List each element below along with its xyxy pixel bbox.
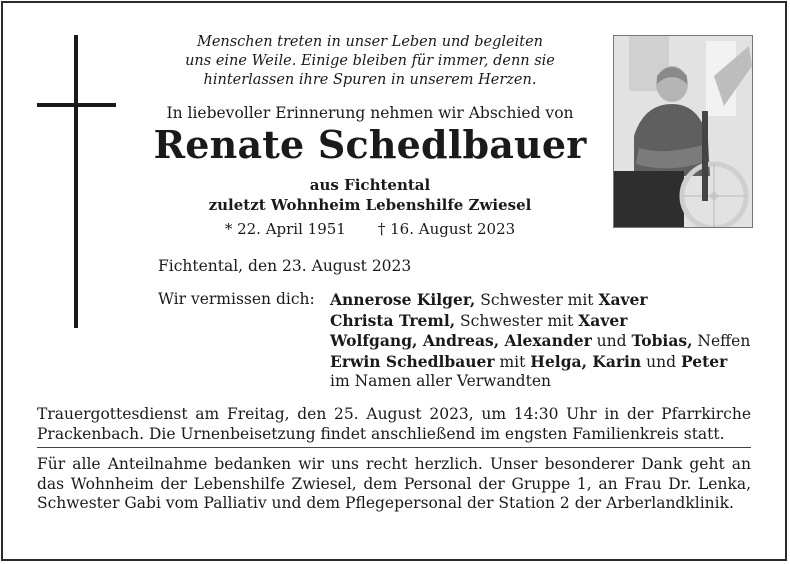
- mourner-name: Peter: [680, 351, 728, 371]
- memorial-quote: [150, 33, 590, 90]
- death-date: † 16. August 2023: [377, 220, 516, 238]
- farewell-intro: In liebevoller Erinnerung nehmen wir Abschied von: [166, 104, 574, 122]
- mourner-relation: im Namen aller Verwandten: [330, 372, 551, 390]
- mourner-relation: mit: [494, 352, 531, 371]
- mourner-name: Xaver: [578, 310, 628, 330]
- mourner-name: Xaver: [598, 290, 648, 309]
- mourner-name: Christa Treml,: [330, 310, 456, 330]
- mourner-name: Tobias,: [631, 331, 693, 350]
- mourner-relation: Schwester mit: [455, 311, 579, 330]
- origin-hometown: aus Fichtental: [309, 176, 431, 194]
- mourner-relation: Neffen: [692, 332, 751, 350]
- quote-line: Menschen treten in unser Leben und begleiten: [196, 34, 544, 50]
- mourner-line: [330, 311, 750, 332]
- mourner-line: [330, 290, 750, 311]
- divider: [37, 447, 751, 448]
- mourner-name: Annerose Kilger,: [330, 290, 476, 309]
- mourner-line: [330, 352, 750, 373]
- mourner-line: [330, 372, 750, 392]
- quote-line: uns eine Weile. Einige bleiben für immer, denn sie: [185, 53, 555, 69]
- mourner-relation: und: [591, 332, 632, 350]
- mourner-line: [330, 331, 750, 352]
- place-date: Fichtental, den 23. August 2023: [158, 257, 412, 275]
- thanks-notice: Für alle Anteilnahme bedanken wir uns recht herzlich. Unser besonderer Dank geht an das Wohnheim der Lebenshilfe Zwiesel, dem Personal der Gruppe 1, an Frau Dr. Lenka, Schwester Gabi vom Palliativ und dem Pflegepersonal der Station 2 der Arberlandklinik.: [37, 455, 751, 512]
- mourner-name: Erwin Schedlbauer: [330, 351, 495, 371]
- mourner-name: Helga, Karin: [530, 351, 642, 371]
- mourners-list: [330, 290, 750, 392]
- mourner-relation: und: [641, 352, 681, 371]
- life-dates: [150, 220, 590, 238]
- portrait-photo: [613, 35, 753, 228]
- origin-residence: zuletzt Wohnheim Lebenshilfe Zwiesel: [208, 196, 532, 214]
- quote-line: hinterlassen ihre Spuren in unserem Herzen.: [203, 72, 537, 88]
- mourners-label: Wir vermissen dich:: [158, 290, 315, 308]
- deceased-name: Renate Schedlbauer: [153, 122, 587, 167]
- funeral-notice: Trauergottesdienst am Freitag, den 25. August 2023, um 14:30 Uhr in der Pfarrkirche Prackenbach. Die Urnenbeisetzung findet anschließend im engsten Familienkreis statt.: [37, 405, 751, 443]
- origin-block: [150, 175, 590, 215]
- birth-date: * 22. April 1951: [224, 220, 346, 238]
- mourner-name: Wolfgang, Andreas, Alexander: [330, 331, 592, 350]
- mourner-relation: Schwester mit: [475, 291, 599, 309]
